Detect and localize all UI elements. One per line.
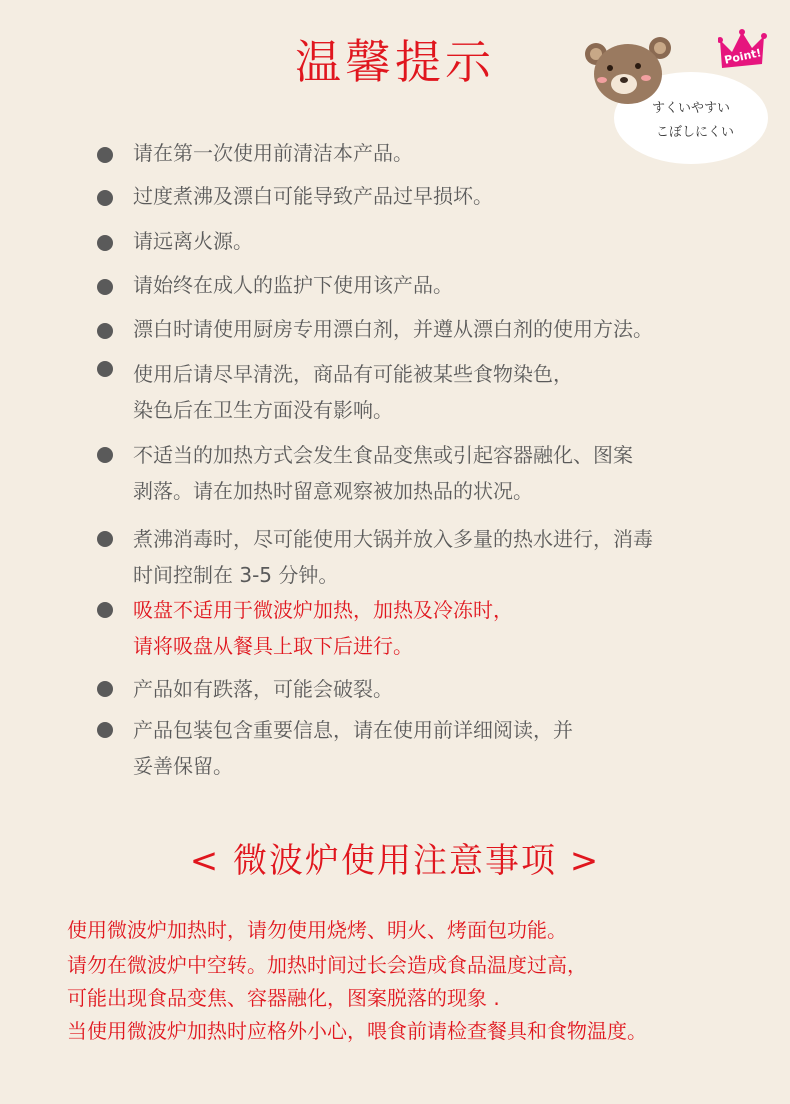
notice-text: 产品包装包含重要信息，请在使用前详细阅读，并 妥善保留。 — [133, 718, 573, 778]
bullet-icon — [97, 235, 113, 251]
bullet-icon — [97, 681, 113, 697]
bullet-icon — [97, 361, 113, 377]
microwave-section-title: < 微波炉使用注意事项 > — [189, 841, 601, 881]
notice-text: 使用后请尽早清洗，商品有可能被某些食物染色， 染色后在卫生方面没有影响。 — [133, 362, 573, 422]
bullet-icon — [97, 323, 113, 339]
notice-text: 过度煮沸及漂白可能导致产品过早损坏。 — [133, 184, 493, 208]
notice-text: 不适当的加热方式会发生食品变焦或引起容器融化、图案 剥落。请在加热时留意观察被加热品的状况。 — [133, 443, 633, 503]
crown-label: Point! — [723, 46, 763, 67]
bullet-icon — [97, 531, 113, 547]
notice-text-highlight: 吸盘不适用于微波炉加热，加热及冷冻时， 请将吸盘从餐具上取下后进行。 — [133, 598, 513, 658]
microwave-line: 请勿在微波炉中空转。加热时间过长会造成食品温度过高， — [67, 953, 587, 977]
microwave-line: 使用微波炉加热时，请勿使用烧烤、明火、烤面包功能。 — [67, 918, 567, 942]
bubble-line-1: すくいやすい — [652, 101, 731, 116]
microwave-line: 当使用微波炉加热时应格外小心，喂食前请检查餐具和食物温度。 — [67, 1019, 647, 1043]
bubble-line-2: こぼしにくい — [656, 125, 735, 140]
bullet-icon — [97, 279, 113, 295]
point-badge — [578, 28, 778, 148]
bullet-icon — [97, 722, 113, 738]
notice-text: 请在第一次使用前清洁本产品。 — [133, 141, 413, 165]
bullet-icon — [97, 602, 113, 618]
microwave-line: 可能出现食品变焦、容器融化，图案脱落的现象 . — [67, 986, 500, 1010]
bullet-icon — [97, 147, 113, 163]
notice-text: 煮沸消毒时，尽可能使用大锅并放入多量的热水进行，消毒 时间控制在 3-5 分钟。 — [133, 527, 653, 587]
notice-text: 漂白时请使用厨房专用漂白剂，并遵从漂白剂的使用方法。 — [133, 317, 653, 341]
notice-text: 请远离火源。 — [133, 229, 253, 253]
bullet-icon — [97, 447, 113, 463]
bullet-icon — [97, 190, 113, 206]
notice-text: 产品如有跌落，可能会破裂。 — [133, 677, 393, 701]
notice-text: 请始终在成人的监护下使用该产品。 — [133, 273, 453, 297]
page-title: 温馨提示 — [295, 35, 495, 89]
